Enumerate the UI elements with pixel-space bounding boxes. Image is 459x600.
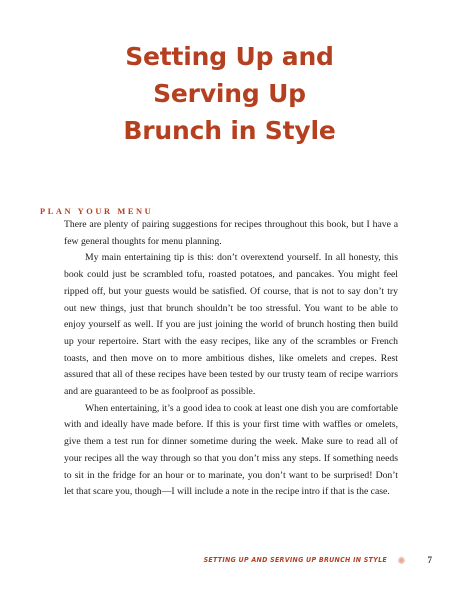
page-number: 7 xyxy=(427,555,432,565)
sunburst-icon: ✺ xyxy=(397,556,406,567)
chapter-title-line-3: Brunch in Style xyxy=(123,116,336,145)
page-footer xyxy=(0,555,459,569)
paragraph-3: When entertaining, it’s a good idea to cook at least one dish you are comfortable with and ideally have made before. If this is your first time with waffles or omelets, give them a test run for dinner sometime during the week. Make sure to read all of your recipes all the way through so that you don’t miss any steps. If something needs to sit in the fridge for an hour or to marinate, you don’t want to be surprised! Don’t let that scare you, though—I will include a note in the recipe intro if that is the case. xyxy=(64,402,398,498)
paragraph-1: There are plenty of pairing suggestions for recipes throughout this book, but I have a few general thoughts for menu planning. xyxy=(64,219,398,247)
chapter-title xyxy=(0,38,459,149)
chapter-title-line-2: Serving Up xyxy=(153,79,306,108)
running-title: SETTING UP AND SERVING UP BRUNCH IN STYLE xyxy=(203,556,387,564)
body-text xyxy=(64,217,398,501)
chapter-title-line-1: Setting Up and xyxy=(125,42,334,71)
paragraph-2: My main entertaining tip is this: don’t overextend yourself. In all honesty, this book could just be scrambled tofu, roasted potatoes, and pancakes. You might feel ripped off, but your guests would be satisfied. Of course, that is not to say don’t try out new things, just that brunch shouldn’t be too stressful. You want to be able to enjoy yourself as well. If you are just joining the world of brunch hosting then build up your repertoire. Start with the easy recipes, like any of the scrambles or French toasts, and then move on to more ambitious dishes, like omelets and crepes. Rest assured that all of these recipes have been tested by our trusty team of recipe warriors and are guaranteed to be as foolproof as possible. xyxy=(64,252,398,398)
section-heading: PLAN YOUR MENU xyxy=(40,207,154,216)
